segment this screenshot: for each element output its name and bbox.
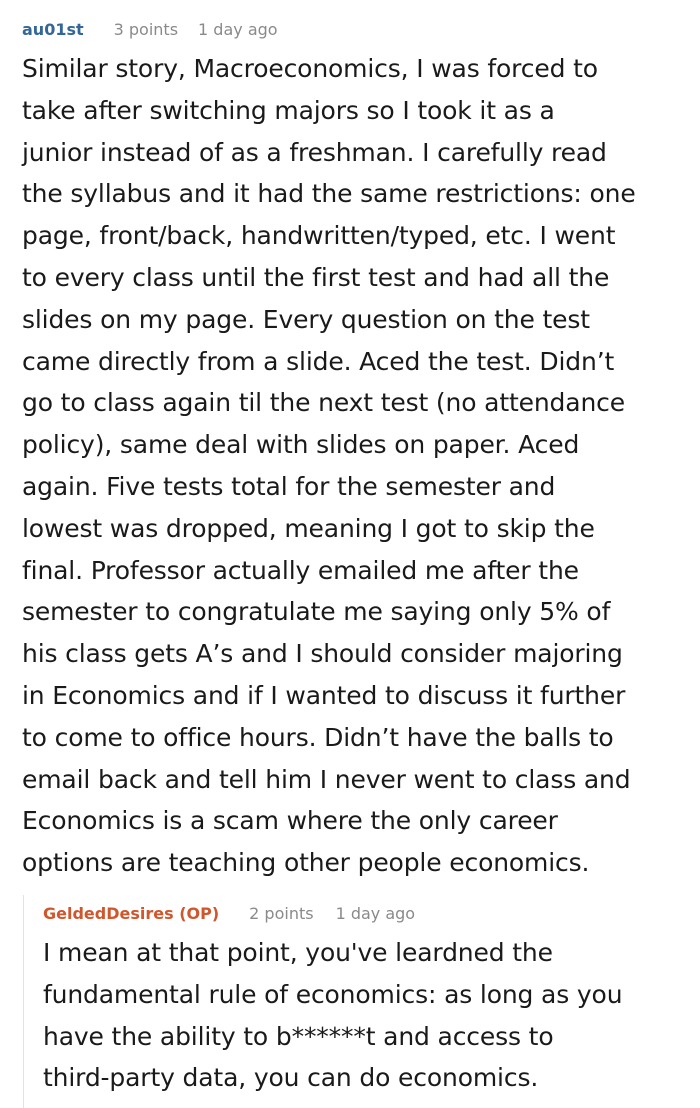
reply-thread	[23, 895, 700, 1108]
reply-text	[43, 932, 693, 1099]
comment-line: came directly from a slide. Aced the test. Didn’t	[22, 346, 615, 376]
comment-line: to come to office hours. Didn’t have the balls to	[22, 722, 614, 752]
reply-line: have the ability to b******t and access to	[43, 1021, 554, 1051]
thread-line[interactable]	[23, 895, 24, 1108]
comment-line: slides on my page. Every question on the test	[22, 304, 590, 334]
comment-line: final. Professor actually emailed me after the	[22, 555, 579, 585]
comment-line: to every class until the first test and had all the	[22, 262, 610, 292]
comment-line: go to class again til the next test (no attendance	[22, 388, 625, 418]
comment-line: email back and tell him I never went to class and	[22, 764, 631, 794]
comment-body	[22, 48, 692, 884]
comment-line: options are teaching other people economics.	[22, 848, 590, 878]
reply-line: third-party data, you can do economics.	[43, 1063, 539, 1093]
reply-points: 2 points	[249, 904, 314, 923]
comment-line: junior instead of as a freshman. I carefully read	[22, 137, 607, 167]
comment-author[interactable]: au01st	[22, 20, 84, 39]
comment-line: policy), same deal with slides on paper. Aced	[22, 430, 580, 460]
comment-line: take after switching majors so I took it as a	[22, 95, 555, 125]
reply-line: I mean at that point, you've leardned the	[43, 938, 553, 967]
comment-text	[22, 48, 692, 884]
comment-line: the syllabus and it had the same restrictions: one	[22, 179, 636, 209]
comment-timestamp[interactable]: 1 day ago	[198, 20, 278, 39]
comment-line: semester to congratulate me saying only 5% of	[22, 597, 611, 627]
reply-line: fundamental rule of economics: as long as you	[43, 979, 623, 1009]
comment-line: Economics is a scam where the only career	[22, 806, 558, 836]
reply-author[interactable]: GeldedDesires (OP)	[43, 904, 220, 923]
comment-line: his class gets A’s and I should consider majoring	[22, 639, 623, 669]
comment-line: in Economics and if I wanted to discuss it further	[22, 680, 626, 710]
reply-meta	[43, 904, 415, 926]
comment-line: lowest was dropped, meaning I got to skip the	[22, 513, 595, 543]
reply-body	[43, 932, 693, 1099]
comment-points: 3 points	[113, 20, 179, 39]
comment-meta	[22, 20, 278, 42]
comment-line: page, front/back, handwritten/typed, etc. I went	[22, 221, 616, 251]
comment-line: Similar story, Macroeconomics, I was forced to	[22, 54, 598, 83]
comment-line: again. Five tests total for the semester and	[22, 471, 556, 501]
reply-timestamp[interactable]: 1 day ago	[335, 904, 416, 923]
